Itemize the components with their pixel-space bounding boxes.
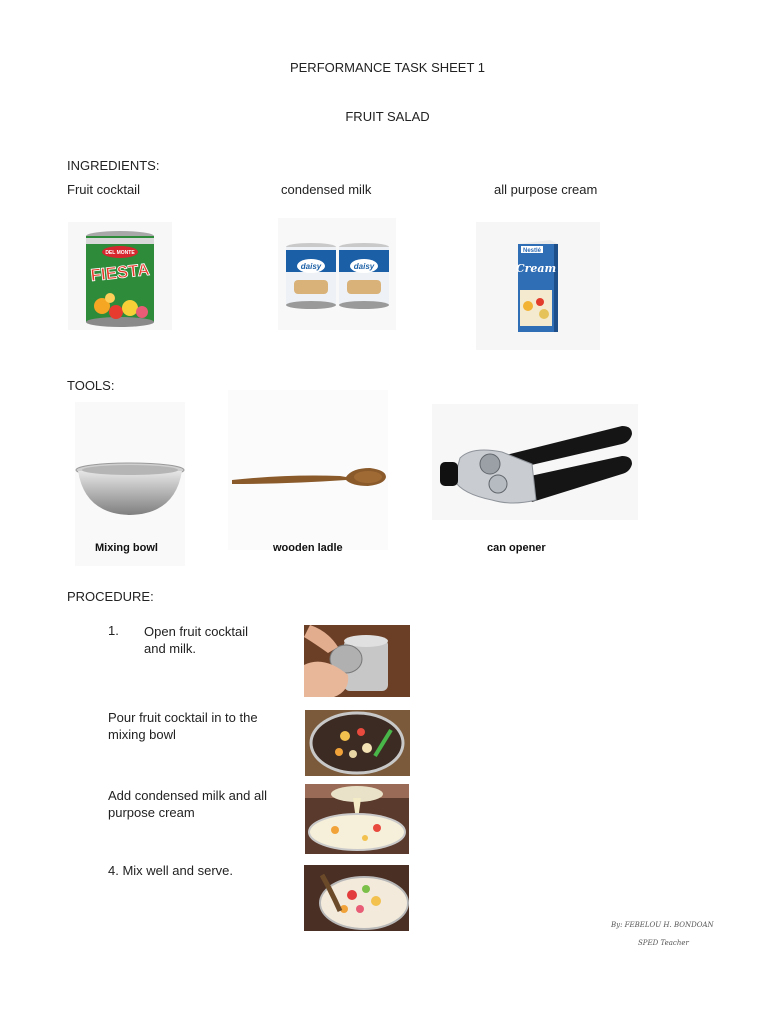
milk-can-brand-left: daisy	[300, 262, 322, 271]
can-opener-image	[432, 404, 638, 520]
condensed-milk-cans-image	[278, 218, 396, 330]
step-1-photo	[304, 625, 410, 697]
step-2-text: Pour fruit cocktail in to the mixing bowl	[108, 710, 258, 742]
tool-label-wooden-ladle: wooden ladle	[273, 542, 343, 554]
cream-product-text: Cream	[515, 262, 557, 275]
milk-can-left	[286, 243, 336, 309]
tool-label-mixing-bowl: Mixing bowl	[95, 542, 158, 554]
procedure-heading: PROCEDURE:	[67, 589, 154, 604]
ingredient-label-condensed-milk: condensed milk	[281, 182, 372, 197]
ingredients-heading: INGREDIENTS:	[67, 158, 160, 173]
step-1-text: Open fruit cocktail and milk.	[144, 624, 249, 656]
can-brand-text: DEL MONTE	[105, 250, 135, 256]
step-3-photo	[305, 784, 409, 854]
cream-brand-text: Nestlé	[522, 248, 542, 254]
step-3-text: Add condensed milk and all purpose cream	[108, 788, 267, 820]
signature-role: SPED Teacher	[638, 939, 689, 947]
recipe-title: FRUIT SALAD	[345, 109, 430, 124]
step-4-text: 4. Mix well and serve.	[108, 863, 233, 878]
page-title: PERFORMANCE TASK SHEET 1	[289, 60, 486, 75]
milk-can-brand-right: daisy	[353, 262, 375, 271]
milk-can-right	[339, 243, 389, 309]
cream-box-image	[476, 222, 600, 350]
wooden-ladle-image	[228, 390, 388, 550]
signature-name: By: FEBELOU H. BONDOAN	[611, 921, 714, 929]
tool-label-can-opener: can opener	[487, 542, 546, 554]
ingredient-label-fruit-cocktail: Fruit cocktail	[67, 182, 140, 197]
step-1-number: 1.	[108, 623, 119, 638]
fruit-cocktail-can-image	[68, 222, 172, 330]
step-2-photo	[305, 710, 410, 776]
tools-heading: TOOLS:	[67, 378, 115, 393]
step-4-photo	[304, 865, 409, 931]
can-product-text: FIESTA	[89, 259, 151, 286]
ingredient-label-cream: all purpose cream	[494, 182, 598, 197]
